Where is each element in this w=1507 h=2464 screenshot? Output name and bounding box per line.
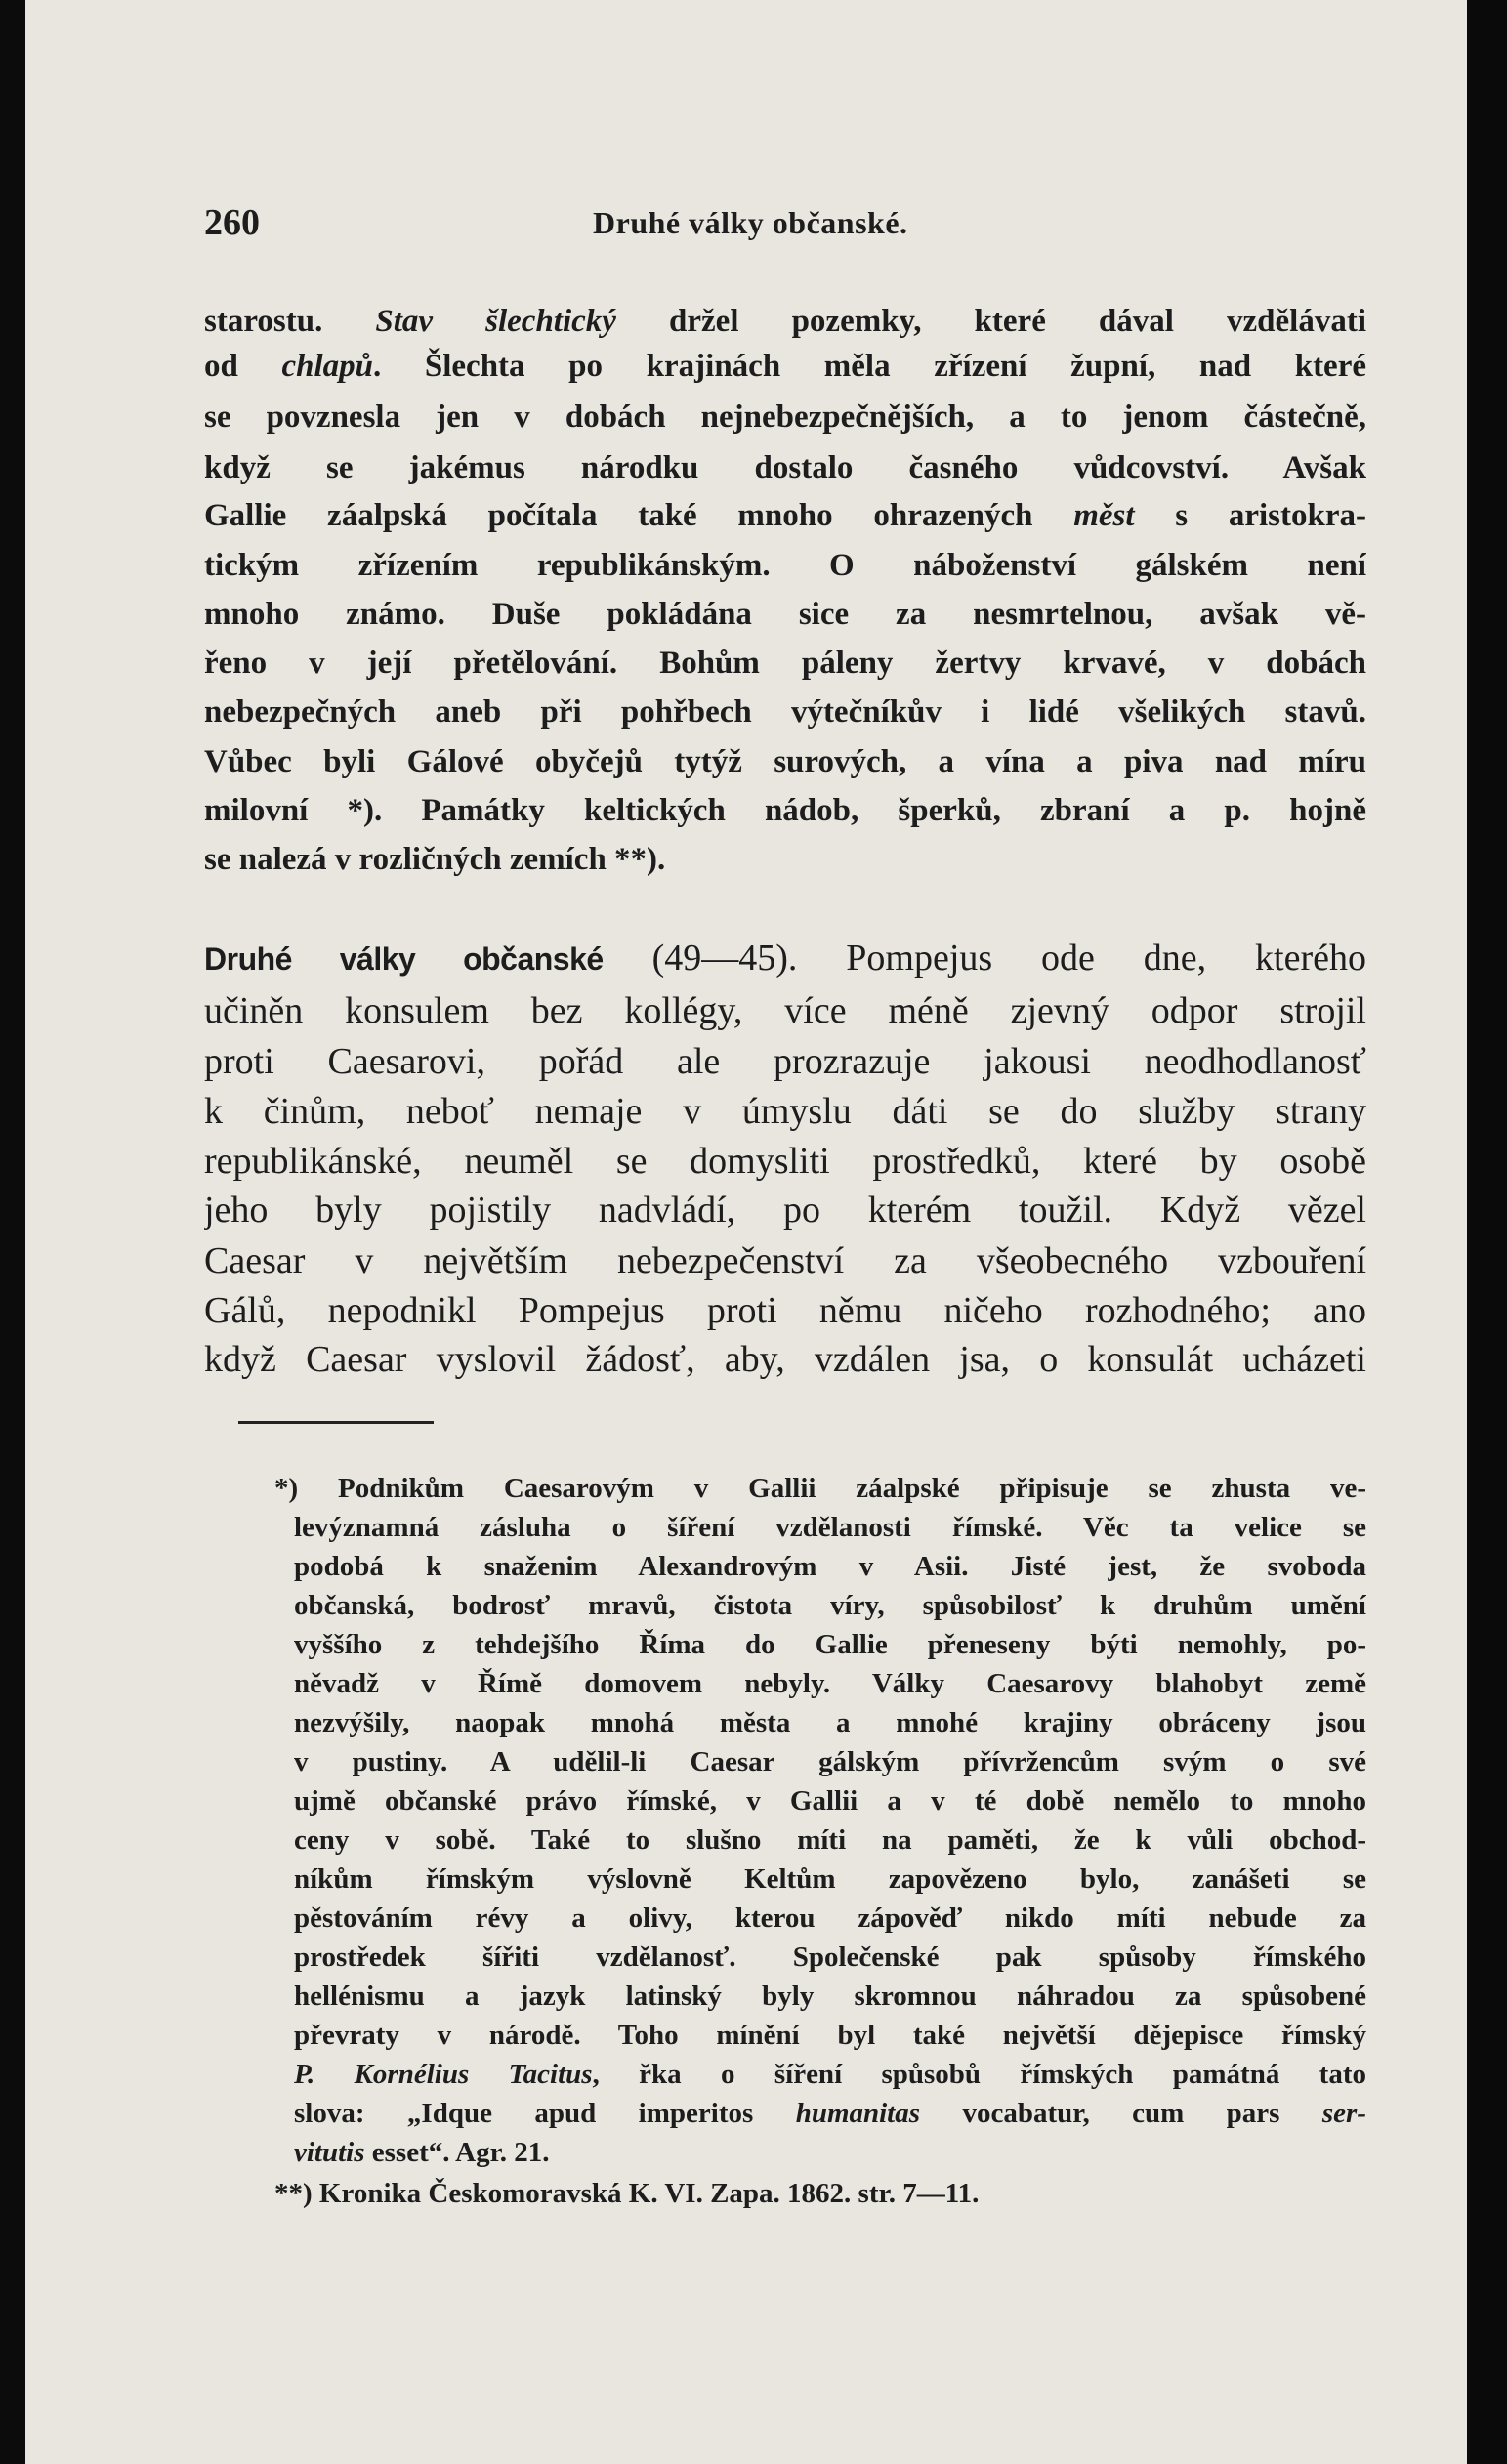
footnote-line: převraty v národě. Toho mínění byl také největší dějepisce římský xyxy=(294,2020,1366,2051)
footnote-line: prostředek šířiti vzdělanosť. Společenské pak spůsoby římského xyxy=(294,1942,1366,1973)
page-number: 260 xyxy=(204,202,260,243)
footnote-line: něvadž v Římě domovem nebyly. Války Caesarovy blahobyt země xyxy=(294,1668,1366,1699)
footnote-line: slova: „Idque apud imperitos humanitas vocabatur, cum pars ser- xyxy=(294,2098,1366,2129)
footnote-line: nezvýšily, naopak mnohá města a mnohé krajiny obráceny jsou xyxy=(294,1707,1366,1738)
footnote-line: *) Podnikům Caesarovým v Gallii záalpské připisuje se zhusta ve- xyxy=(274,1473,1366,1504)
book-page xyxy=(25,0,1467,2464)
text-line: tickým zřízením republikánským. O náboženství gálském není xyxy=(204,548,1366,583)
page-header xyxy=(25,201,1467,250)
text-line: řeno v její přetělování. Bohům páleny žertvy krvavé, v dobách xyxy=(204,646,1366,681)
footnote-line: ceny v sobě. Také to slušno míti na paměti, že k vůli obchod- xyxy=(294,1824,1366,1856)
scan-border-left xyxy=(0,0,25,2464)
text-line: Gálů, nepodnikl Pompejus proti němu ničeho rozhodného; ano xyxy=(204,1290,1366,1331)
scan-border-right xyxy=(1467,0,1507,2464)
footnote-mark: **) xyxy=(274,2178,313,2209)
footnote-line: levýznamná zásluha o šíření vzdělanosti římské. Věc ta velice se xyxy=(294,1512,1366,1543)
footnote-line: hellénismu a jazyk latinský byly skromnou náhradou za spůsobené xyxy=(294,1981,1366,2012)
footnote-mark: *) xyxy=(274,1473,299,1504)
footnote-line: P. Kornélius Tacitus, řka o šíření spůsobů římských památná tato xyxy=(294,2059,1366,2090)
footnote-line: občanská, bodrosť mravů, čistota víry, spůsobilosť k druhům umění xyxy=(294,1590,1366,1621)
section-heading: Druhé války občanské xyxy=(204,941,604,977)
text-line: když se jakémus národku dostalo časného vůdcovství. Avšak xyxy=(204,450,1366,485)
footnote-line: podobá k snaženim Alexandrovým v Asii. Jisté jest, že svoboda xyxy=(294,1551,1366,1582)
text-line: se povznesla jen v dobách nejnebezpečnějších, a to jenom částečně, xyxy=(204,399,1366,435)
text-line: učiněn konsulem bez kollégy, více méně zjevný odpor strojil xyxy=(204,990,1366,1031)
text-line: k činům, neboť nemaje v úmyslu dáti se do služby strany xyxy=(204,1091,1366,1132)
footnote-line: ujmě občanské právo římské, v Gallii a v té době nemělo to mnoho xyxy=(294,1785,1366,1817)
text-line: Caesar v největším nebezpečenství za všeobecného vzbouření xyxy=(204,1240,1366,1281)
text-line: jeho byly pojistily nadvládí, po kterém toužil. Když vězel xyxy=(204,1190,1366,1231)
text-line: Vůbec byli Gálové obyčejů tytýž surových, a vína a piva nad míru xyxy=(204,744,1366,779)
text-line: Gallie záalpská počítala také mnoho ohrazených měst s aristokra- xyxy=(204,498,1366,533)
text-line: milovní *). Památky keltických nádob, šperků, zbraní a p. hojně xyxy=(204,793,1366,828)
text-line: když Caesar vyslovil žádosť, aby, vzdálen jsa, o konsulát ucházeti xyxy=(204,1339,1366,1380)
section-heading-line: Druhé války občanské (49—45). Pompejus ode dne, kterého xyxy=(204,938,1366,979)
footnote-line: vitutis esset“. Agr. 21. xyxy=(294,2137,550,2168)
text-line: se nalezá v rozličných zemích **). xyxy=(204,842,666,877)
text-line: starostu. Stav šlechtický držel pozemky, které dával vzdělávati xyxy=(204,304,1366,339)
footnote-divider xyxy=(238,1421,434,1424)
text-line: proti Caesarovi, pořád ale prozrazuje jakousi neodhodlanosť xyxy=(204,1041,1366,1082)
footnote-line: pěstováním révy a olivy, kterou zápověď nikdo míti nebude za xyxy=(294,1902,1366,1934)
footnote-line: vyššího z tehdejšího Říma do Gallie přeneseny býti nemohly, po- xyxy=(294,1629,1366,1660)
footnote-line: **) Kronika Českomoravská K. VI. Zapa. 1862. str. 7—11. xyxy=(274,2178,980,2209)
text-line: mnoho známo. Duše pokládána sice za nesmrtelnou, avšak vě- xyxy=(204,597,1366,632)
text-line: republikánské, neuměl se domysliti prostředků, které by osobě xyxy=(204,1141,1366,1182)
footnote-line: níkům římským výslovně Keltům zapovězeno bylo, zanášeti se xyxy=(294,1863,1366,1895)
text-line: nebezpečných aneb při pohřbech výtečníkův i lidé všelikých stavů. xyxy=(204,694,1366,730)
footnote-line: v pustiny. A udělil-li Caesar gálským přívržencům svým o své xyxy=(294,1746,1366,1777)
text-line: od chlapů. Šlechta po krajinách měla zřízení župní, nad které xyxy=(204,349,1366,384)
running-title: Druhé války občanské. xyxy=(593,205,908,240)
